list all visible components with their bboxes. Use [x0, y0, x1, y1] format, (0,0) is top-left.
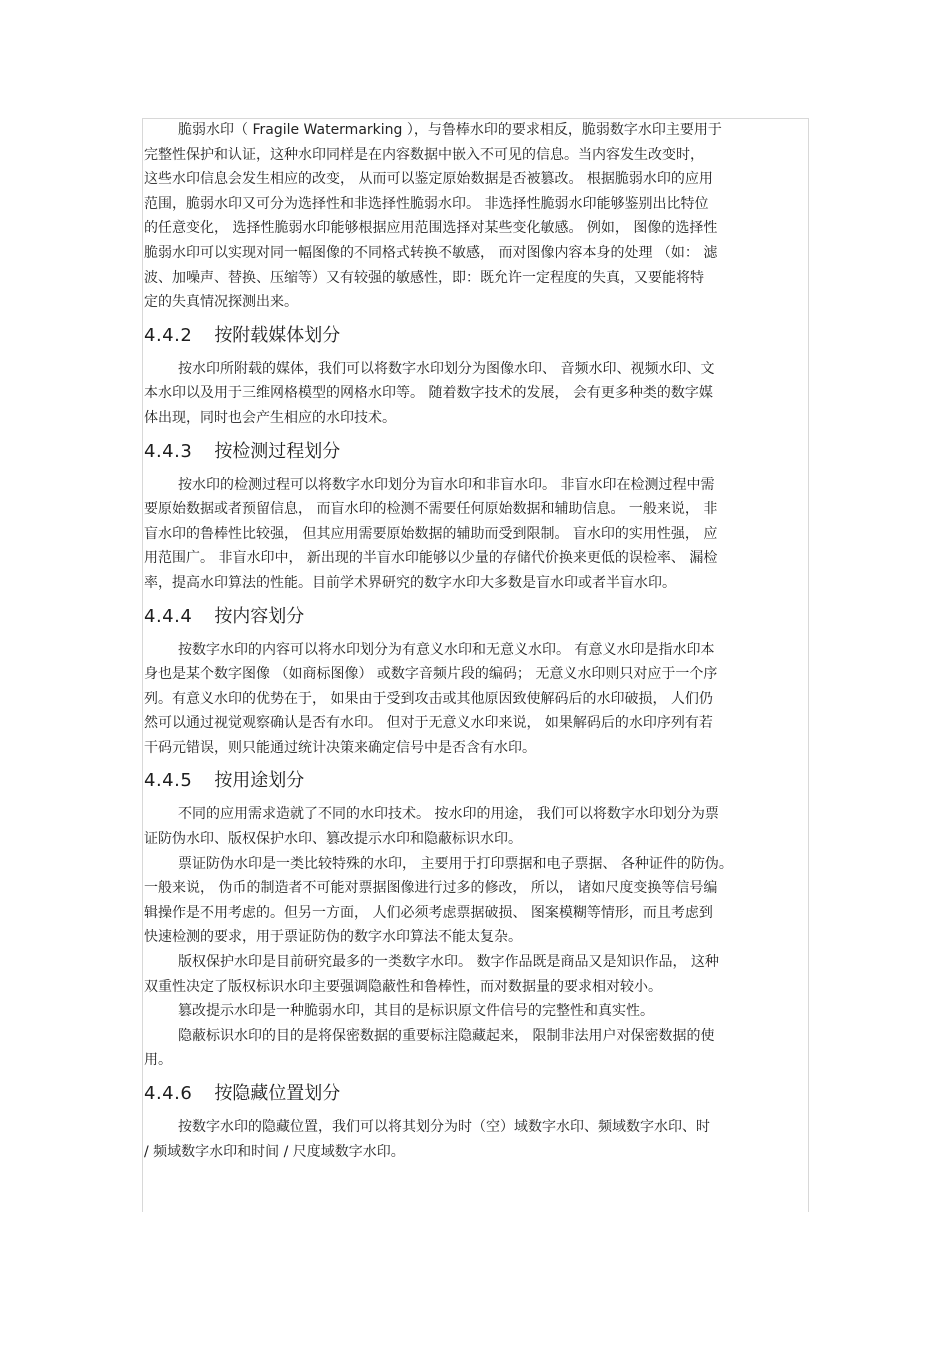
section-number: 4.4.5 [144, 770, 193, 792]
section-title: 按隐藏位置划分 [214, 1083, 341, 1104]
text-line: 用。 [144, 1052, 172, 1069]
section-heading [144, 604, 806, 630]
text-line: 完整性保护和认证，这种水印同样是在内容数据中嵌入不可见的信息。当内容发生改变时， [144, 146, 704, 163]
section-paragraph [144, 1115, 806, 1164]
text-line: 票证防伪水印是一类比较特殊的水印， 主要用于打印票据和电子票据、 各种证件的防伪。 [178, 855, 733, 872]
intro-paragraph [144, 118, 806, 315]
text-line: 波、加噪声、替换、压缩等）又有较强的敏感性，即：既允许一定程度的失真，又要能将特 [144, 269, 704, 286]
text-line: 脆弱水印（ Fragile Watermarking ），与鲁棒水印的要求相反，脆弱数字水印主要用于 [178, 122, 722, 138]
section-paragraph [144, 473, 806, 596]
section-paragraph [144, 852, 806, 950]
section-heading [144, 439, 806, 465]
text-line: 本水印以及用于三维网格模型的网格水印等。 随着数字技术的发展， 会有更多种类的数字媒 [144, 385, 713, 402]
text-line: 快速检测的要求，用于票证防伪的数字水印算法不能太复杂。 [144, 929, 522, 946]
text-line: 列。有意义水印的优势在于， 如果由于受到攻击或其他原因致使解码后的水印破损， 人们仍 [144, 690, 713, 707]
text-line: 这些水印信息会发生相应的改变， 从而可以鉴定原始数据是否被篡改。 根据脆弱水印的应用 [144, 171, 713, 188]
section-number: 4.4.4 [144, 605, 193, 627]
section-number: 4.4.2 [144, 324, 193, 346]
section-heading [144, 1081, 806, 1107]
section-paragraph [144, 1024, 806, 1073]
text-line: 然可以通过视觉观察确认是否有水印。 但对于无意义水印来说， 如果解码后的水印序列有若 [144, 715, 713, 732]
section-title: 按内容划分 [214, 605, 305, 627]
text-line: / 频域数字水印和时间 / 尺度域数字水印。 [144, 1143, 405, 1160]
section-heading [144, 323, 806, 349]
text-line: 的任意变化， 选择性脆弱水印能够根据应用范围选择对某些变化敏感。 例如， 图像的选择性 [144, 220, 718, 237]
text-line: 隐蔽标识水印的目的是将保密数据的重要标注隐藏起来， 限制非法用户对保密数据的使 [178, 1027, 715, 1044]
text-line: 定的失真情况探测出来。 [144, 294, 298, 311]
text-line: 篡改提示水印是一种脆弱水印，其目的是标识原文件信号的完整性和真实性。 [178, 1003, 654, 1020]
text-line: 按水印所附载的媒体，我们可以将数字水印划分为图像水印、 音频水印、视频水印、文 [178, 360, 715, 377]
text-line: 盲水印的鲁棒性比较强， 但其应用需要原始数据的辅助而受到限制。 盲水印的实用性强， 应 [144, 525, 718, 542]
text-line: 干码元错误，则只能通过统计决策来确定信号中是否含有水印。 [144, 739, 536, 756]
text-line: 按数字水印的隐藏位置，我们可以将其划分为时（空）域数字水印、频域数字水印、时 [178, 1119, 710, 1135]
text-line: 按数字水印的内容可以将水印划分为有意义水印和无意义水印。 有意义水印是指水印本 [178, 641, 715, 658]
section-paragraph [144, 999, 806, 1024]
text-line: 版权保护水印是目前研究最多的一类数字水印。 数字作品既是商品又是知识作品， 这种 [178, 954, 719, 971]
text-line: 双重性决定了版权标识水印主要强调隐蔽性和鲁棒性，而对数据量的要求相对较小。 [144, 978, 662, 995]
section-heading [144, 768, 806, 794]
section-paragraph [144, 802, 806, 851]
text-line: 体出现，同时也会产生相应的水印技术。 [144, 409, 396, 426]
text-line: 不同的应用需求造就了不同的水印技术。 按水印的用途， 我们可以将数字水印划分为票 [178, 806, 719, 823]
text-line: 按水印的检测过程可以将数字水印划分为盲水印和非盲水印。 非盲水印在检测过程中需 [178, 476, 715, 493]
text-line: 身也是某个数字图像 （如商标图像） 或数字音频片段的编码； 无意义水印则只对应于一个序 [144, 666, 718, 683]
text-line: 率，提高水印算法的性能。目前学术界研究的数字水印大多数是盲水印或者半盲水印。 [144, 574, 676, 591]
text-line: 用范围广。 非盲水印中， 新出现的半盲水印能够以少量的存储代价换来更低的误检率、 漏检 [144, 550, 718, 567]
section-number: 4.4.3 [144, 440, 193, 462]
section-paragraph [144, 638, 806, 761]
section-paragraph [144, 950, 806, 999]
section-title: 按附载媒体划分 [214, 324, 341, 346]
text-line: 要原始数据或者预留信息， 而盲水印的检测不需要任何原始数据和辅助信息。 一般来说， 非 [144, 501, 718, 518]
text-line: 辑操作是不用考虑的。但另一方面， 人们必须考虑票据破损、 图案模糊等情形，而且考虑到 [144, 904, 713, 921]
document-body [144, 118, 806, 1164]
section-title: 按检测过程划分 [214, 440, 341, 462]
section-number: 4.4.6 [144, 1083, 193, 1104]
text-line: 证防伪水印、版权保护水印、篡改提示水印和隐蔽标识水印。 [144, 831, 522, 848]
text-line: 范围，脆弱水印又可分为选择性和非选择性脆弱水印。 非选择性脆弱水印能够鉴别出比特位 [144, 195, 709, 212]
text-line: 一般来说， 伪币的制造者不可能对票据图像进行过多的修改， 所以， 诸如尺度变换等信号编 [144, 880, 718, 897]
text-line: 脆弱水印可以实现对同一幅图像的不同格式转换不敏感， 而对图像内容本身的处理 （如： 滤 [144, 244, 718, 261]
section-title: 按用途划分 [214, 770, 305, 792]
section-paragraph [144, 357, 806, 431]
